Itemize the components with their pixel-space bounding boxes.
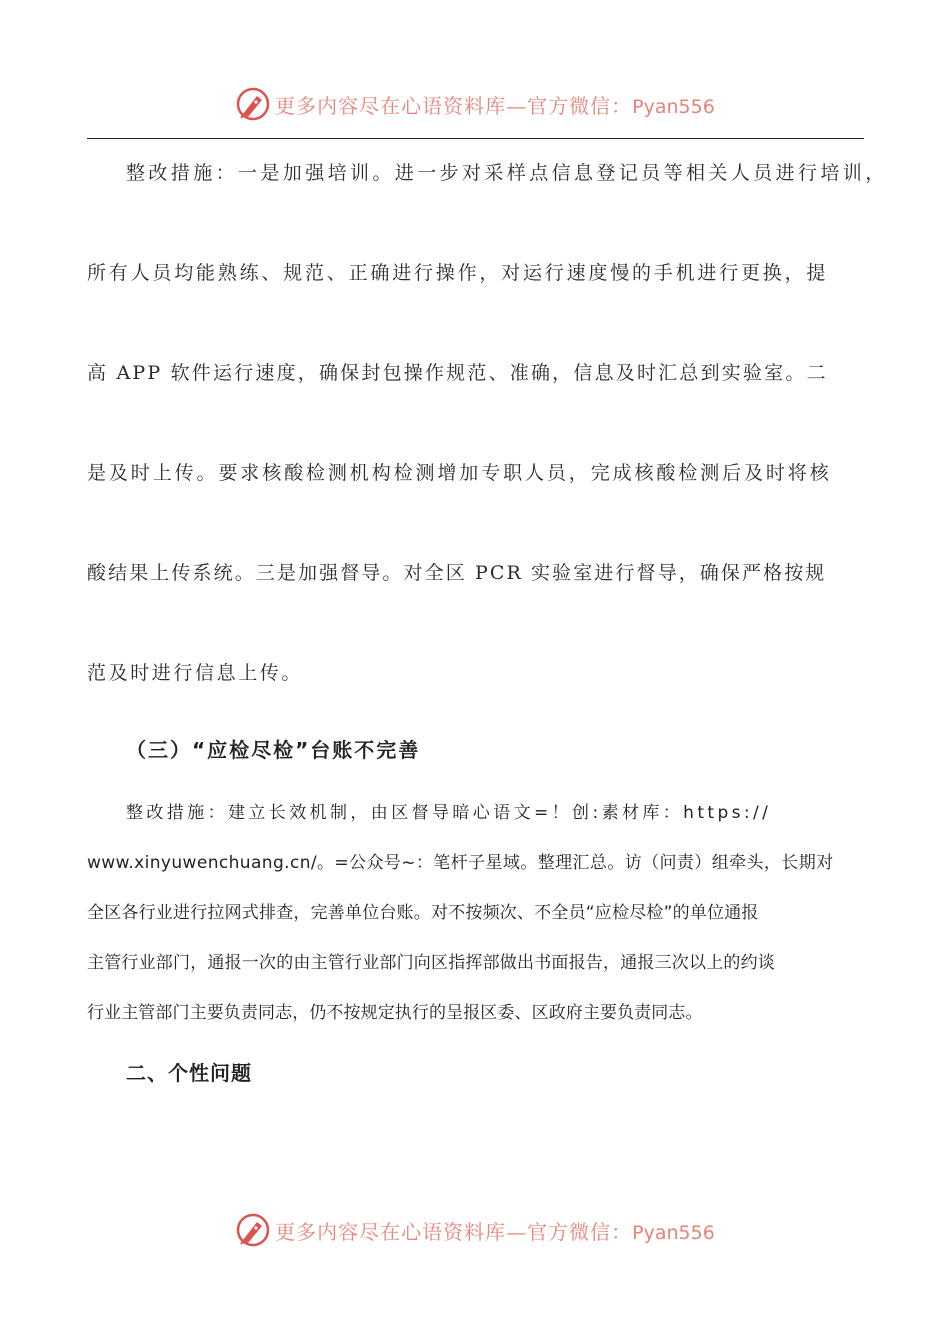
paragraph-line: 全区各行业进行拉网式排查，完善单位台账。对不按频次、不全员“应检尽检”的单位通报 (87, 903, 759, 923)
pen-nib-logo-icon (235, 86, 271, 122)
paragraph-line: 整改措施：一是加强培训。进一步对采样点信息登记员等相关人员进行培训， (126, 162, 888, 184)
paragraph-line: 高 APP 软件运行速度，确保封包操作规范、准确，信息及时汇总到实验室。二 (87, 362, 828, 384)
paragraph-line: 酸结果上传系统。三是加强督导。对全区 PCR 实验室进行督导，确保严格按规 (87, 562, 827, 584)
header-banner (0, 82, 950, 126)
paragraph-line: 整改措施：建立长效机制，由区督导暗心语文=！创:素材库：https:// (126, 803, 772, 823)
paragraph-line: 所有人员均能熟练、规范、正确进行操作，对运行速度慢的手机进行更换，提 (87, 262, 829, 284)
header-banner-text: 更多内容尽在心语资料库—官方微信：Pyan556 (275, 93, 715, 118)
pen-nib-logo-icon (235, 1212, 271, 1248)
paragraph-line: 行业主管部门主要负责同志，仍不按规定执行的呈报区委、区政府主要负责同志。 (87, 1003, 703, 1023)
footer-banner-text: 更多内容尽在心语资料库—官方微信：Pyan556 (275, 1219, 715, 1244)
header-wechat-id: Pyan556 (632, 95, 715, 118)
paragraph-line: 范及时进行信息上传。 (87, 662, 304, 684)
footer-banner (0, 1208, 950, 1252)
paragraph-line: 是及时上传。要求核酸检测机构检测增加专职人员，完成核酸检测后及时将核 (87, 462, 832, 484)
header-divider (87, 138, 864, 139)
section-heading-3: （三）“应检尽检”台账不完善 (126, 738, 421, 762)
paragraph-line: 主管行业部门，通报一次的由主管行业部门向区指挥部做出书面报告，通报三次以上的约谈 (87, 953, 775, 973)
paragraph-line: www.xinyuwenchuang.cn/。=公众号~：笔杆子星域。整理汇总。访（问责）组牵头，长期对 (87, 853, 834, 873)
footer-wechat-id: Pyan556 (632, 1221, 715, 1244)
section-heading-2: 二、个性问题 (126, 1061, 252, 1085)
